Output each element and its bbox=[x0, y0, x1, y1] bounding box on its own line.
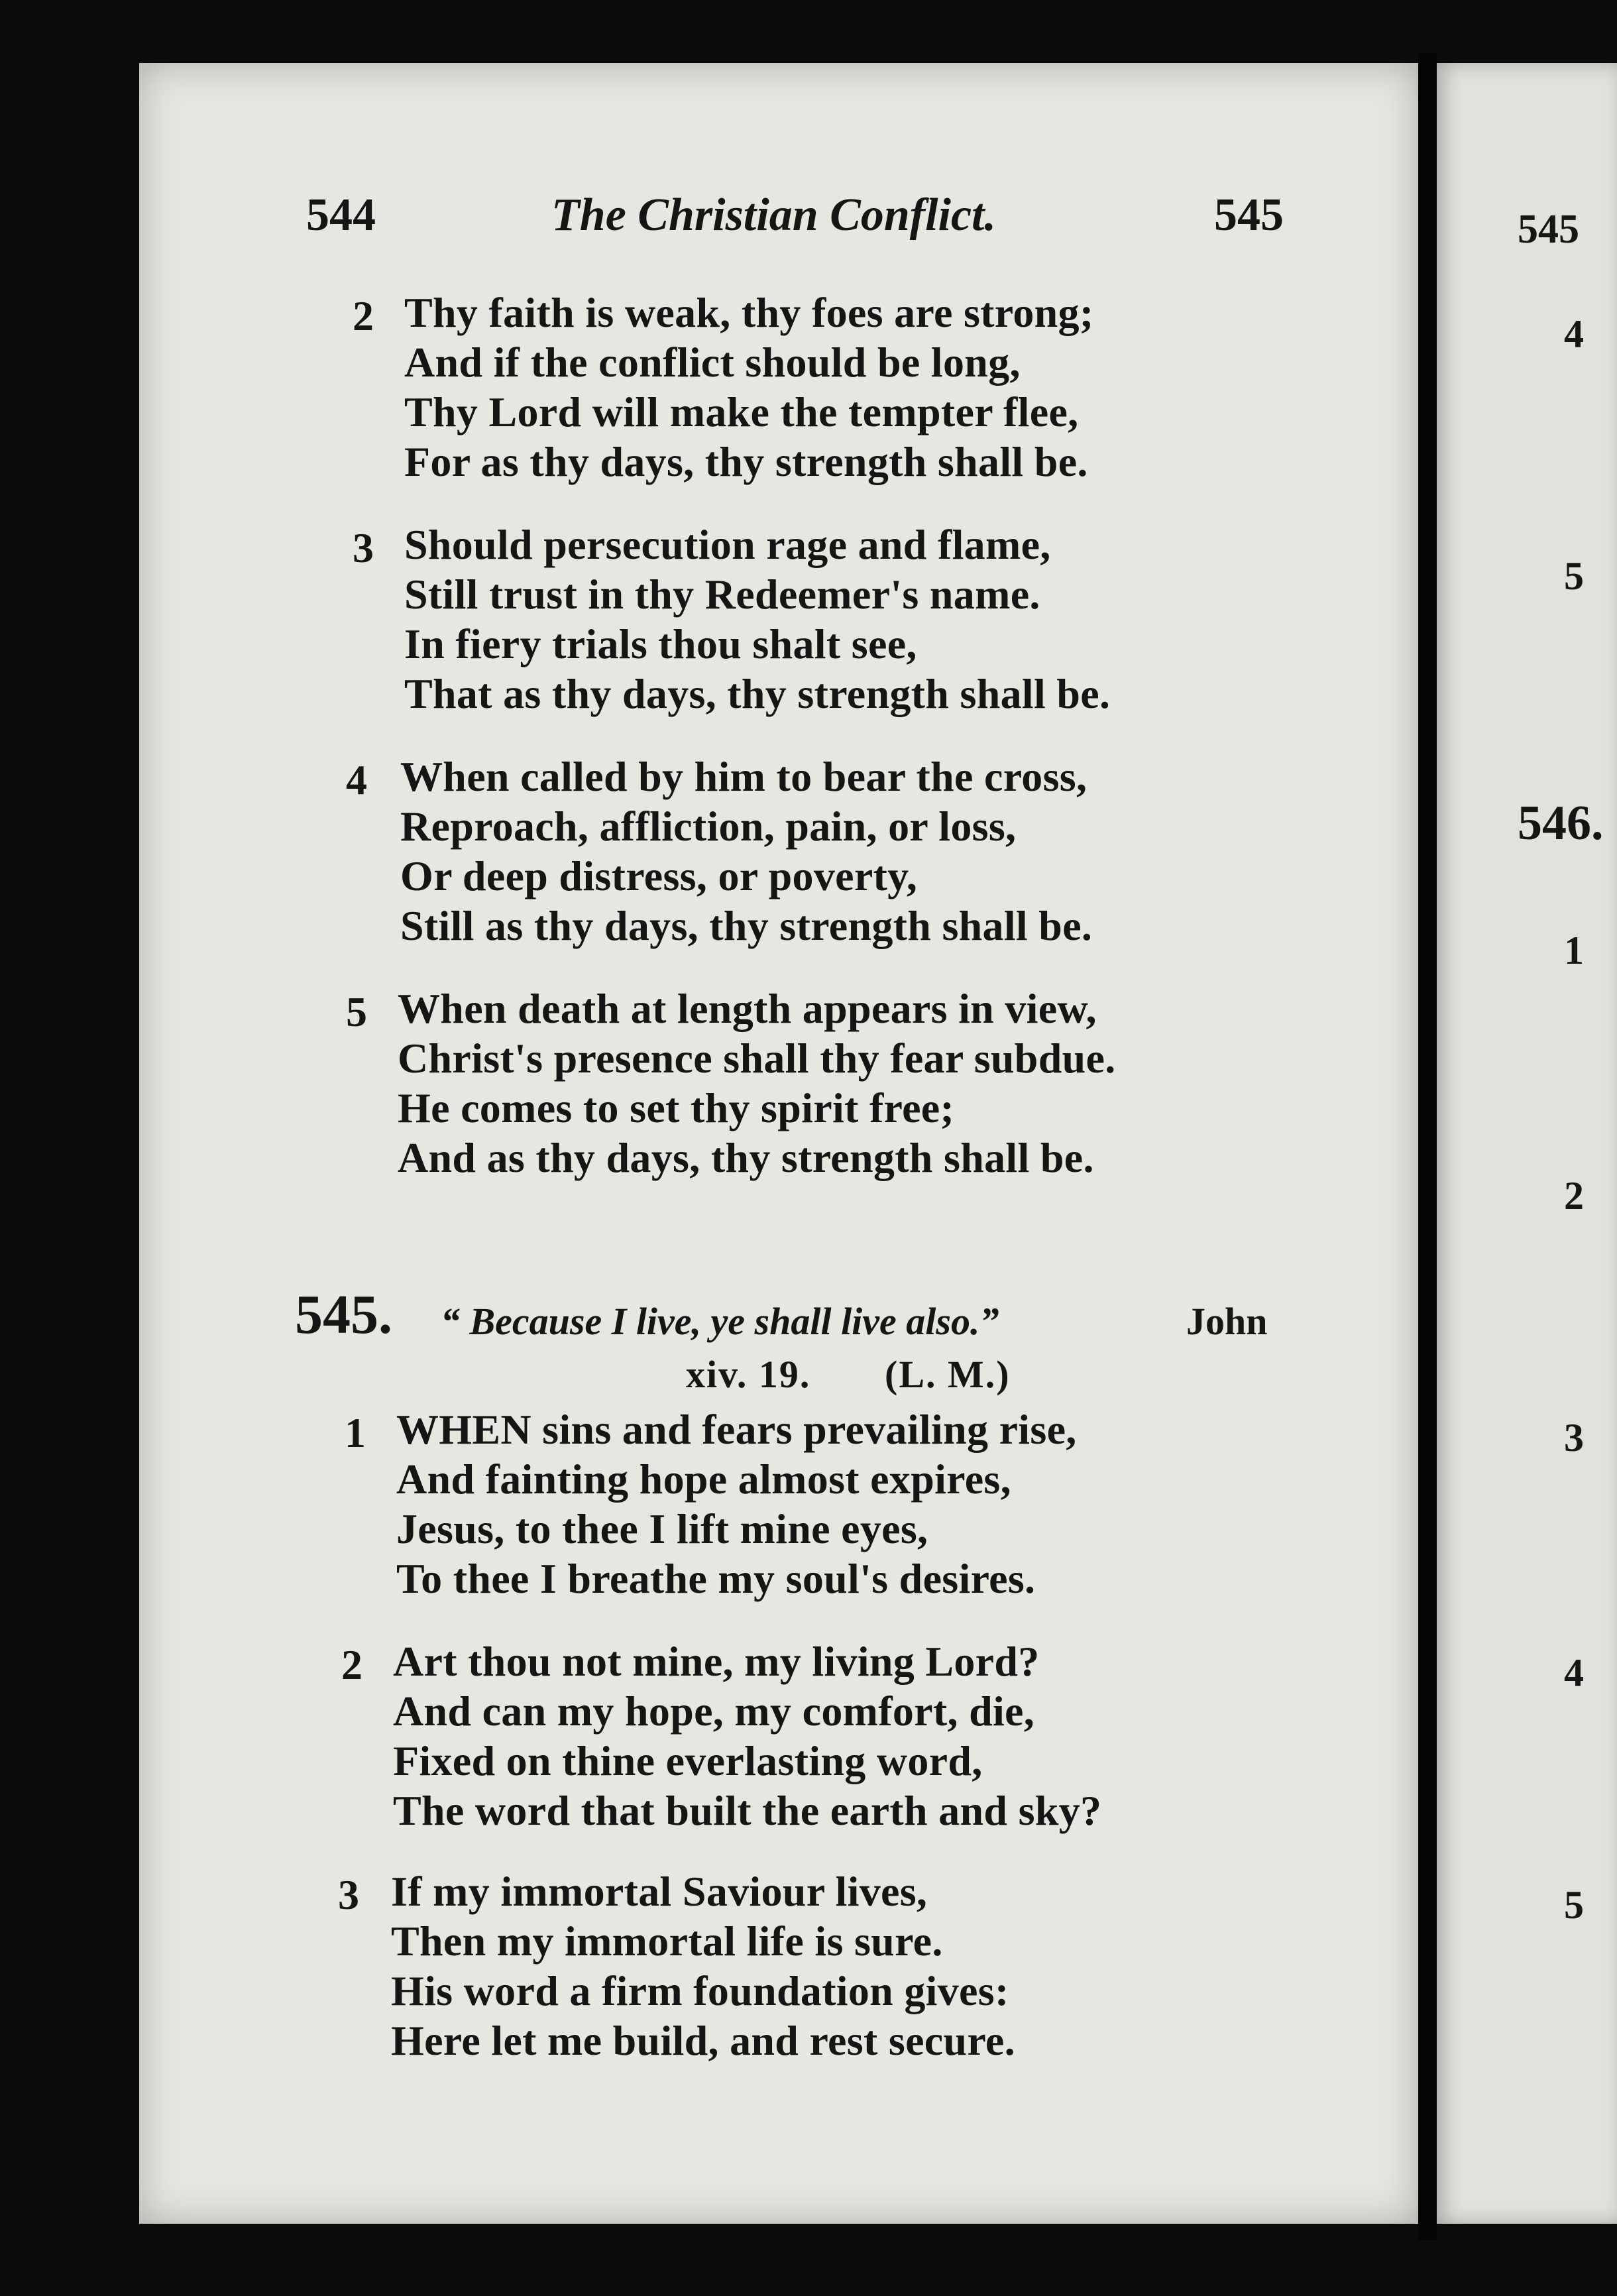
book-gutter bbox=[1418, 53, 1437, 2240]
stanza-number: 1 bbox=[345, 1409, 366, 1456]
verse-line: Thy Lord will make the tempter flee, bbox=[404, 388, 1079, 435]
hymn-scripture-ref-chapter: xiv. 19. bbox=[686, 1353, 811, 1396]
verse-line: Or deep distress, or poverty, bbox=[400, 852, 918, 899]
stanza-number: 4 bbox=[346, 756, 367, 803]
running-title: The Christian Conflict. bbox=[551, 190, 996, 241]
verse-line: For as thy days, thy strength shall be. bbox=[404, 438, 1088, 485]
stanza-number: 2 bbox=[353, 292, 374, 339]
verse-line: Reproach, affliction, pain, or loss, bbox=[400, 803, 1017, 850]
hymn-title-quote: “ Because I live, ye shall live also.” bbox=[441, 1300, 999, 1343]
verse-line: Here let me build, and rest secure. bbox=[391, 2017, 1015, 2064]
verse-line: To thee I breathe my soul's desires. bbox=[396, 1555, 1036, 1602]
verse-line: And can my hope, my comfort, die, bbox=[393, 1688, 1035, 1735]
verse-line: Still as thy days, thy strength shall be. bbox=[400, 902, 1093, 949]
verse-line: Jesus, to thee I lift mine eyes, bbox=[396, 1505, 928, 1552]
verse-line: In fiery trials thou shalt see, bbox=[404, 620, 917, 667]
right-hymn-number: 546. bbox=[1518, 796, 1604, 850]
page-number-right: 545 bbox=[1214, 190, 1284, 241]
verse-line: His word a firm foundation gives: bbox=[391, 1967, 1009, 2014]
verse-line: He comes to set thy spirit free; bbox=[398, 1084, 955, 1131]
verse-line: When death at length appears in view, bbox=[398, 985, 1097, 1032]
stanza-number: 5 bbox=[346, 988, 367, 1035]
verse-line: And fainting hope almost expires, bbox=[396, 1456, 1011, 1503]
right-stanza-number: 2 bbox=[1564, 1174, 1584, 1218]
right-stanza-number: 1 bbox=[1564, 929, 1584, 972]
right-page-number: 545 bbox=[1518, 207, 1579, 252]
verse-line: And if the conflict should be long, bbox=[404, 339, 1021, 386]
verse-line: Still trust in thy Redeemer's name. bbox=[404, 571, 1040, 618]
stanza-number: 3 bbox=[353, 524, 374, 571]
right-stanza-number: 4 bbox=[1564, 1651, 1584, 1695]
verse-line: Christ's presence shall thy fear subdue. bbox=[398, 1035, 1116, 1082]
hymn-scripture-ref-book: John bbox=[1186, 1300, 1268, 1343]
right-page bbox=[1437, 63, 1617, 2224]
hymn-number: 545. bbox=[295, 1284, 392, 1346]
verse-line: The word that built the earth and sky? bbox=[393, 1787, 1102, 1834]
verse-line: WHEN sins and fears prevailing rise, bbox=[396, 1406, 1077, 1453]
verse-line: Then my immortal life is sure. bbox=[391, 1918, 943, 1965]
verse-line: Thy faith is weak, thy foes are strong; bbox=[404, 289, 1094, 336]
right-stanza-number: 5 bbox=[1564, 554, 1584, 598]
verse-line: Should persecution rage and flame, bbox=[404, 521, 1051, 568]
verse-line: When called by him to bear the cross, bbox=[400, 753, 1087, 800]
stanza-number: 3 bbox=[338, 1871, 359, 1918]
verse-line: Fixed on thine everlasting word, bbox=[393, 1737, 983, 1784]
verse-line: Art thou not mine, my living Lord? bbox=[393, 1638, 1040, 1685]
stanza-number: 2 bbox=[341, 1641, 362, 1688]
verse-line: That as thy days, thy strength shall be. bbox=[404, 670, 1111, 717]
right-stanza-number: 4 bbox=[1564, 312, 1584, 356]
right-stanza-number: 5 bbox=[1564, 1883, 1584, 1927]
hymn-meter: (L. M.) bbox=[885, 1353, 1011, 1396]
verse-line: If my immortal Saviour lives, bbox=[391, 1868, 928, 1915]
hymn-title bbox=[441, 1299, 999, 1344]
verse-line: And as thy days, thy strength shall be. bbox=[398, 1134, 1094, 1181]
page-number-left: 544 bbox=[306, 190, 376, 241]
right-stanza-number: 3 bbox=[1564, 1416, 1584, 1460]
